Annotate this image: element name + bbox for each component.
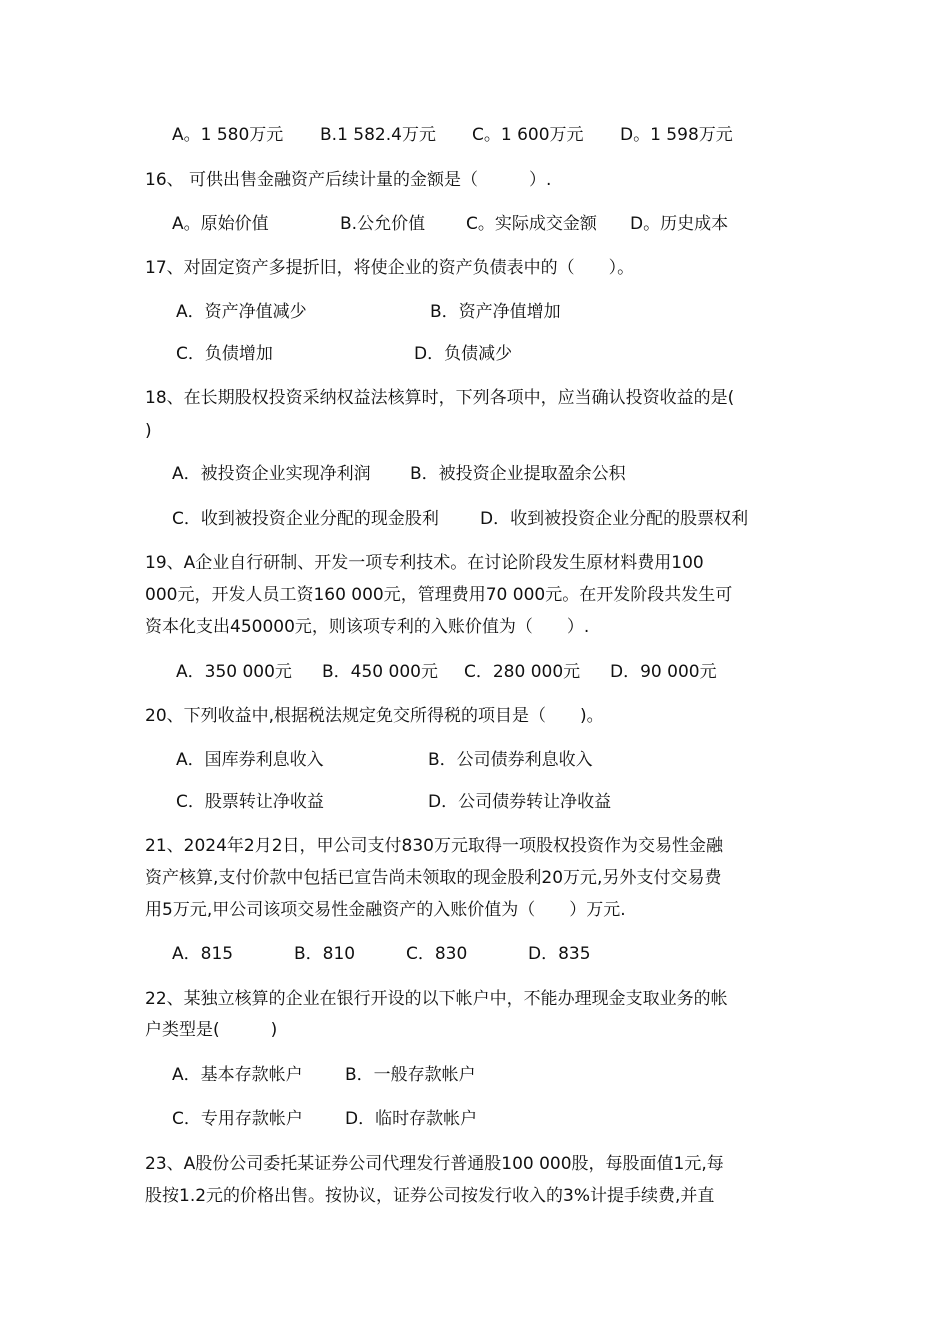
q17-option-d: D．负债减少 (414, 344, 513, 364)
q15-option-b: B.1 582.4万元 (320, 125, 436, 145)
q18-stem-line-2: ) (145, 421, 152, 441)
q19-option-d: D．90 000元 (610, 662, 717, 682)
q18-stem-line-1: 18、在长期股权投资采纳权益法核算时，下列各项中，应当确认投资收益的是( (145, 388, 735, 408)
q19-stem-line-2: 000元，开发人员工资160 000元，管理费用70 000元。在开发阶段共发生可 (145, 585, 733, 605)
q20-option-a: A．国库券利息收入 (176, 750, 324, 770)
q17-option-a: A．资产净值减少 (176, 302, 307, 322)
q19-stem-line-1: 19、A企业自行研制、开发一项专利技术。在讨论阶段发生原材料费用100 (145, 553, 704, 573)
q23-stem-line-2: 股按1.2元的价格出售。按协议，证券公司按发行收入的3%计提手续费,并直 (145, 1186, 715, 1206)
q19-option-c: C．280 000元 (464, 662, 581, 682)
q21-option-b: B．810 (294, 944, 356, 964)
q16-option-c: C。实际成交金额 (466, 214, 597, 234)
q20-option-c: C．股票转让净收益 (176, 792, 324, 812)
q21-option-a: A．815 (172, 944, 234, 964)
q21-option-d: D．835 (528, 944, 591, 964)
q22-stem-line-2: 户类型是( ) (145, 1020, 278, 1040)
q16-option-b: B.公允价值 (340, 214, 426, 234)
q22-option-b: B．一般存款帐户 (345, 1065, 476, 1085)
q19-option-a: A．350 000元 (176, 662, 292, 682)
q18-option-b: B．被投资企业提取盈余公积 (410, 464, 626, 484)
q21-option-c: C．830 (406, 944, 468, 964)
q16-option-d: D。历史成本 (630, 214, 729, 234)
q18-option-a: A．被投资企业实现净利润 (172, 464, 371, 484)
q18-option-c: C．收到被投资企业分配的现金股利 (172, 509, 439, 529)
q17-option-b: B．资产净值增加 (430, 302, 561, 322)
q22-stem-line-1: 22、某独立核算的企业在银行开设的以下帐户中，不能办理现金支取业务的帐 (145, 989, 728, 1009)
q20-option-b: B．公司债券利息收入 (428, 750, 593, 770)
q21-stem-line-3: 用5万元,甲公司该项交易性金融资产的入账价值为（ ）万元. (145, 900, 626, 920)
q22-option-d: D．临时存款帐户 (345, 1109, 478, 1129)
q20-stem: 20、下列收益中,根据税法规定免交所得税的项目是（ )。 (145, 706, 604, 726)
q15-option-d: D。1 598万元 (620, 125, 733, 145)
q19-stem-line-3: 资本化支出450000元，则该项专利的入账价值为（ ）. (145, 617, 590, 637)
q15-option-c: C。1 600万元 (472, 125, 584, 145)
q17-stem: 17、对固定资产多提折旧，将使企业的资产负债表中的（ ）。 (145, 258, 635, 278)
q17-option-c: C．负债增加 (176, 344, 273, 364)
q21-stem-line-2: 资产核算,支付价款中包括已宣告尚未领取的现金股利20万元,另外支付交易费 (145, 868, 722, 888)
q16-option-a: A。原始价值 (172, 214, 269, 234)
q21-stem-line-1: 21、2024年2月2日，甲公司支付830万元取得一项股权投资作为交易性金融 (145, 836, 723, 856)
q16-stem: 16、 可供出售金融资产后续计量的金额是（ ）. (145, 170, 552, 190)
q15-option-a: A。1 580万元 (172, 125, 284, 145)
q20-option-d: D．公司债券转让净收益 (428, 792, 612, 812)
q19-option-b: B．450 000元 (322, 662, 438, 682)
q22-option-a: A．基本存款帐户 (172, 1065, 303, 1085)
q18-option-d: D．收到被投资企业分配的股票权利 (480, 509, 749, 529)
q22-option-c: C．专用存款帐户 (172, 1109, 303, 1129)
q23-stem-line-1: 23、A股份公司委托某证券公司代理发行普通股100 000股，每股面值1元,每 (145, 1154, 724, 1174)
